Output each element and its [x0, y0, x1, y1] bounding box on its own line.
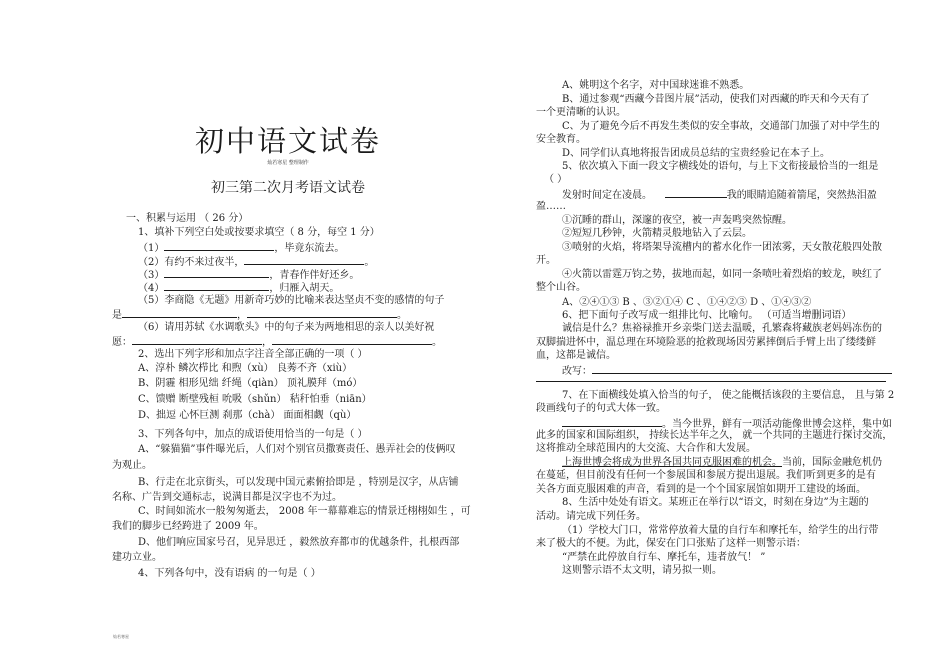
question-8-cont: 活动。请完成下列任务。 [536, 511, 646, 522]
q1-item-5-answer: 是 ， 。 [112, 307, 407, 322]
q2-option-b: B、阴霾 相形见绌 纤绳（qiàn） 顶礼膜拜（mó） [138, 378, 363, 389]
q5-passage-cont: 盈…… [536, 201, 566, 212]
q1-item-6-answer: 愿： ， 。 [112, 334, 442, 349]
q5-sentence-2: ②短短几秒钟，火箭精灵般地钻入了云层。 [562, 228, 752, 239]
exam-subtitle: 初三第二次月考语文试卷 [211, 180, 365, 196]
q3-option-b-cont: 名称、广告到交通标志，说满目都是汉字也不为过。 [112, 492, 342, 503]
q3-option-b: B、行走在北京街头，可以发现中国元素俯拾即是 ，特别是汉字，从店铺 [138, 477, 459, 488]
q7-passage-3: 这将推动全球范围内的大交流、大合作和大发展。 [536, 443, 756, 454]
q7-passage-5: 在蔓延，但目前没有任何一个参展国和参展方提出退展。我们听到更多的是有 [536, 470, 876, 481]
question-2: 2、选出下列字形和加点字注音全部正确的一项（ ） [138, 349, 368, 360]
answer-blank[interactable] [122, 307, 237, 318]
q4-option-c: C、为了避免今后不再发生类似的安全事故，交通部门加强了对中学生的 [562, 121, 880, 132]
question-1: 1、填补下列空白处或按要求填空（ 8 分，每空 1 分） [138, 227, 380, 238]
q1-item-3: （3） ，青春作伴好还乡。 [138, 267, 359, 282]
q8-sign-text: “严禁在此停放自行车、摩托车，违者放气！ ” [562, 552, 766, 563]
q6-passage-2: 双脚揣进怀中，温总理在环境险恶的抢救现场因劳累摔倒后手臂上出了缕缕鲜 [536, 337, 876, 348]
question-8: 8、生活中处处有语文。某班正在举行以“语文，时刻在身边”为主题的 [562, 497, 869, 508]
q4-option-a: A、姚明这个名字，对中国球迷谁不熟悉。 [562, 80, 750, 91]
q3-option-c: C、时间如流水一般匆匆逝去， 2008 年一幕幕难忘的情景迁栩栩如生 ，可 [138, 506, 471, 517]
q6-rewrite-label: 改写： [562, 363, 892, 378]
q4-option-c-cont: 安全教育。 [536, 134, 586, 145]
q7-passage-2: 此多的国家和国际组织， 持续长达半年之久， 就一个共同的主题进行探讨交流， [536, 430, 893, 441]
q5-answer-bracket: （ ） [544, 174, 568, 185]
q2-option-d: D、拙逗 心怀巨测 刹那（chà） 面面相觑（qù） [138, 410, 357, 421]
q5-options: A、②④①③ B 、③②①④ C 、①④②③ D 、①④③② [562, 297, 812, 308]
section-heading: 一、积累与运用 （ 26 分） [126, 213, 249, 224]
q5-sentence-1: ①沉睡的群山，深邃的夜空，被一声轰鸣突然惊醒。 [562, 215, 792, 226]
q1-item-1: （1） ，毕竟东流去。 [138, 240, 344, 255]
q6-passage-1: 诚信是什么？焦裕禄推开乡亲柴门送去温暖，孔繁森将藏族老妈妈冻伤的 [562, 323, 882, 334]
page-footer: 灿若寒星 [113, 634, 129, 639]
q7-passage-1: 。当今世界，鲜有一项活动能像世博会这样，集中如 [562, 416, 892, 431]
answer-line[interactable] [536, 381, 886, 382]
q1-item-6: （6）请用苏轼《水调歌头》中的句子来为两地相思的亲人以美好祝 [138, 322, 435, 333]
answer-blank[interactable] [132, 334, 262, 345]
answer-blank[interactable] [247, 307, 397, 318]
q4-option-b: B、通过参观“西藏今昔图片展”活动，使我们对西藏的昨天和今天有了 [562, 94, 870, 105]
q1-item-2: （2）有约不来过夜半， 。 [138, 254, 374, 269]
q8-task-1-prompt: 这则警示语不太文明，请另拟一则。 [562, 565, 722, 576]
answer-blank[interactable] [244, 254, 364, 265]
underlined-sentence: 上海世博会将成为世界各国共同克服困难的机会。 [562, 457, 782, 468]
q5-sentence-4: ④火箭以雷霆万钧之势，拔地而起，如同一条喷吐着烈焰的蛟龙，映红了 [562, 269, 882, 280]
answer-blank[interactable] [272, 334, 432, 345]
q7-passage-6: 关各方面克服困难的声音，看到的是一个个国家展馆如期开工建设的场面。 [536, 484, 866, 495]
answer-blank[interactable] [164, 267, 269, 278]
answer-blank[interactable] [665, 187, 727, 198]
q5-sentence-4-cont: 整个山谷。 [536, 282, 586, 293]
answer-blank[interactable] [164, 280, 269, 291]
q4-option-b-cont: 一个更清晰的认识。 [536, 107, 626, 118]
q3-option-d-cont: 建功立业。 [112, 552, 162, 563]
q8-task-1: （1）学校大门口，常常停放着大量的自行车和摩托车，给学生的出行带 [562, 525, 879, 536]
q1-item-5: （5）李商隐《无题》用新奇巧妙的比喻来表达坚贞不变的感情的句子 [138, 295, 445, 306]
q7-passage-4: 上海世博会将成为世界各国共同克服困难的机会。当前，国际金融危机仍 [562, 457, 882, 468]
answer-blank[interactable] [592, 363, 892, 374]
question-7: 7、在下面横线处填入恰当的句子， 使之能概括该段的主要信息， 且与第 2 [562, 390, 895, 401]
q8-task-1-cont: 来了极大的不便。为此，保安在门口张贴了这样一则警示语： [536, 538, 806, 549]
q3-option-d: D、他们响应国家号召，见异思迁 ，毅然放弃都市的优越条件，扎根西部 [138, 537, 460, 548]
q3-option-a-cont: 为观止。 [112, 460, 152, 471]
answer-blank[interactable] [164, 240, 274, 251]
q3-option-a: A、“躲猫猫”事件曝光后，人们对个别官员撒赛责任、愚弄社会的伎俩叹 [138, 444, 456, 455]
question-3: 3、下列各句中，加点的成语使用恰当的一句是（ ） [138, 429, 368, 440]
q2-option-c: C、馈赠 断壁残桓 吮吸（shǔn） 秸秆怕垂（niān） [138, 394, 372, 405]
q5-passage: 发射时间定在凌晨。 我的眼睛追随着箭尾，突然热泪盈 [562, 187, 877, 202]
answer-blank[interactable] [562, 416, 662, 427]
page-title: 初中语文试卷 [194, 124, 381, 158]
question-4: 4、下列各句中，没有语病 的一句是（ ） [138, 568, 321, 579]
q5-sentence-3: ③喷射的火焰，将塔架导流槽内的蓄水化作一团浓雾，天女散花般四处散 [562, 242, 882, 253]
q5-sentence-3-cont: 开。 [536, 255, 556, 266]
q1-item-4: （4） ，归雁入胡天。 [138, 280, 339, 295]
q3-option-c-cont: 我们的脚步已经跨进了 2009 年。 [112, 521, 264, 532]
question-6: 6、把下面句子改写成一组排比句、比喻句。 （可适当增删词语） [562, 310, 852, 321]
q4-option-d: D、同学们认真地将报告团成员总结的宝贵经验记在本子上。 [562, 148, 831, 159]
q6-passage-3: 血，这都是诚信。 [536, 350, 616, 361]
question-5: 5、依次填入下面一段文字横线处的语句，与上下文衔接最恰当的一组是 [562, 161, 879, 172]
credit-line: 灿若寒星 整理制作 [267, 160, 309, 166]
q2-option-a: A、淳朴 鳞次栉比 和煦（xù） 良莠不齐（xiù） [138, 363, 353, 374]
question-7-cont: 段画线句子的句式大体一致。 [536, 403, 666, 414]
